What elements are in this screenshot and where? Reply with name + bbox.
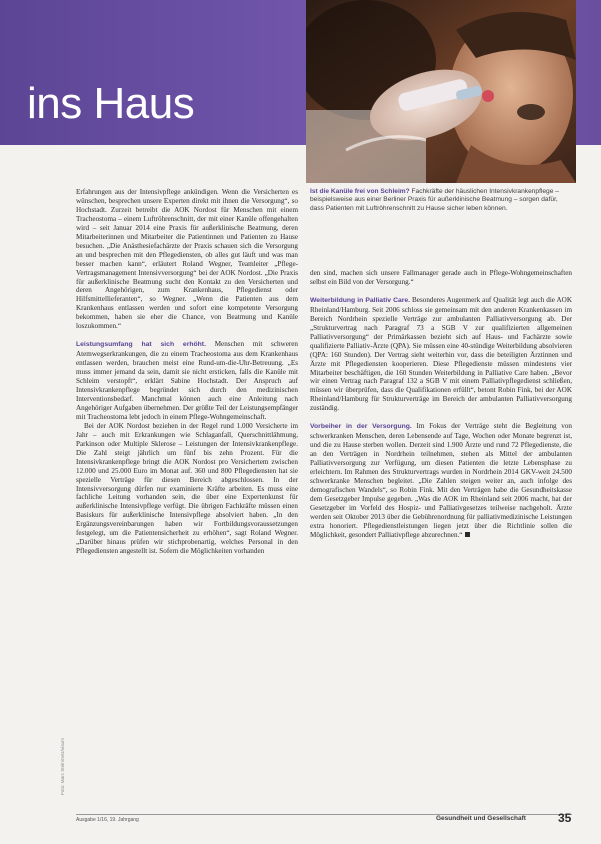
body-paragraph — [310, 422, 572, 539]
page-title: ins Haus — [27, 79, 195, 128]
body-text: Im Fokus der Verträge steht die Begleitung von schwerkranken Menschen, deren Lebensende auf Tage, Wochen oder Monate begrenzt ist, und die zu Hause sterben wollen. Derzeit sind 1.900 Ärzte und rund 72 Pflegedienste, die an den Verträgen in Nordrhein teilnehmen, stehen als Mittel der ambulanten Palliativversorgung zur Verfügung, um diesen Patienten die letzte Lebensphase zu erleichtern. Im Rahmen des Strukturvertrags wurden in Nordrhein 2014 GKV-weit 24.500 schwerkranke Menschen begleitet. „Die Zahlen steigen weiter an, auch infolge des demografischen Wandels“, so Robin Fink. Mit den Verträgen habe die Gesundheitskasse dem Gesetzgeber Impulse gegeben. „Was die AOK im Rheinland seit 2006 macht, hat der Gesetzgeber im Vorfeld des Hospiz- und Palliativgesetzes teilweise nachgeholt. Ärzte werden seit Oktober 2013 über die Gebührenordnung für palliativmedizinische Leistungen extra honoriert. Pflegedienstleistungen liegen jetzt über die Richtlinie sollen die Möglichkeit, gesondert Palliativpflege abzurechnen.“ — [310, 422, 572, 539]
page-number: 35 — [558, 811, 572, 825]
article-column-right — [310, 269, 572, 540]
issue-info: Ausgabe 1/16, 19. Jahrgang — [76, 817, 139, 823]
photo-credit: Foto: Marc Steinmetz/visum — [60, 738, 65, 795]
magazine-name: Gesundheit und Gesellschaft — [436, 815, 526, 822]
paragraph-gap — [310, 287, 572, 296]
end-mark-icon — [465, 532, 470, 537]
body-paragraph — [310, 296, 572, 413]
photo-caption-lead: Ist die Kanüle frei von Schleim? — [310, 188, 410, 195]
body-paragraph — [76, 340, 298, 422]
photo-illustration — [306, 0, 576, 183]
article-column-left — [76, 188, 298, 556]
body-text: Menschen mit schweren Atemwegserkrankungen, die zu einem Tracheostoma aus dem Krankenhaus entlassen werden, brauchen meist eine Rund-um-die-Uhr-Betreuung. „Es muss immer jemand da sein, damit sie nicht ersticken, falls die Kanüle mit Schleim verstopft“, erklärt Sabine Hochstadt. Der Anspruch auf Intensivkrankenpflege begründet sich durch den medizinischen Interventionsbedarf. Manchmal können auch eine Anleitung nach Angehöriger Aufgaben übernehmen. Der größte Teil der Leistungsempfänger mit Tracheostoma lebt jedoch in einem Pflege-Wohngemeinschaft. — [76, 340, 298, 421]
photo-caption — [310, 188, 572, 213]
section-subheading: Leistungsumfang hat sich erhöht. — [76, 341, 206, 349]
patient-nurse-photo — [306, 0, 576, 183]
paragraph-gap — [76, 331, 298, 340]
photo-caption-text: Fachkräfte der häuslichen Intensivkrankenpflege – beispielsweise aus einer Berliner Praxis für außerklinische Beatmung – sorgen dafür, dass Patienten mit Luftröhrenschnitt zu Hause sicher leben können. — [310, 188, 559, 212]
body-paragraph: Bei der AOK Nordost beziehen in der Regel rund 1.000 Versicherte im Jahr – auch mit Erkrankungen wie Schlaganfall, Querschnittlähmung, Parkinson oder Multiple Sklerose – Leistungen der Intensivkrankenpflege. Die Zahl steigt jährlich um fünf bis zehn Prozent. Für die Intensivkrankenpflege bringt die AOK Nordost pro Versichertem zwischen 12.000 und 25.000 Euro im Monat auf. 360 und 800 Pflegediensten hat sie spezielle Verträge für diesen Bereich abgeschlossen. In der Intensivversorgung dürfen nur examinierte Kräfte arbeiten. Es muss eine fachliche Leitung vorhanden sein, die über eine Expertenkunst für außerklinische Intensivpflege verfügt. Die übrigen Fachkräfte müssen einen Basiskurs für außerklinische Intensivpflege absolviert haben. „In den Ergänzungsvereinbarungen haben wir Fortbildungsvoraussetzungen festgelegt, um die Patientensicherheit zu erhöhen“, sagt Roland Wegner. „Darüber hinaus prüfen wir stichprobenartig, welches Personal in den Pflegediensten angestellt ist. Sofern die Möglichkeiten vorhanden — [76, 421, 298, 556]
body-text: Besonderes Augenmerk auf Qualität legt auch die AOK Rheinland/Hamburg. Seit 2006 schloss sie gemeinsam mit den anderen Krankenkassen im Bereich Nordrhein spezielle Verträge zur ambulanten Palliativversorgung ab. Der „Strukturvertrag nach Paragraf 73 a SGB V zur qualifizierten allgemeinen Palliativversorgung“ der Primärkassen bezieht sich auf Haus- und Fachärzte sowie qualifizierte Palliativ-Ärzte (QPA). Sie müssen eine 40-stündige Weiterbildung absolvieren (QPA: 160 Stunden). Der Vertrag sieht weiterhin vor, dass die beteiligten Ärztinnen und Ärzte mit Pflegediensten kooperieren. Diese Pflegedienste müssen mindestens vier Mitarbeiter beschäftigen, die 160 Stunden Weiterbildung in Palliative Care haben. „Bevor wir einen Vertrag nach Paragraf 132 a SGB V mit einem Palliativpflegedienst schließen, müssen wir überprüfen, dass die Qualifikationen erfüllt“, betont Robin Fink, bei der AOK Rheinland/Hamburg für Strukturverträge im Bereich der ambulanten Palliativversorgung zuständig. — [310, 295, 572, 413]
body-paragraph: den sind, machen sich unsere Fallmanager gerade auch in Pflege-Wohngemeinschaften selbst ein Bild von der Versorgung.“ — [310, 269, 572, 286]
section-subheading: Weiterbildung in Palliativ Care. — [310, 296, 411, 304]
paragraph-gap — [310, 413, 572, 422]
section-subheading: Vorbeiher in der Versorgung. — [310, 423, 412, 431]
body-paragraph: Erfahrungen aus der Intensivpflege ankündigen. Wenn die Versicherten es wünschen, besprechen unsere Experten direkt mit ihnen die Versorgung“, so Hochstadt. Zurzeit betreibt die AOK Nordost für Menschen mit einem Tracheostoma – einem Luftröhrenschnitt, der mit einer Kanüle offengehalten wird – seit Januar 2014 eine Praxis für außerklinische Beatmung, deren Mitarbeiterinnen und Mitarbeiter die Patientinnen und Patienten zu Hause besuchen. „Die Anästhesiefachärzte der Praxis schauen sich die Versorgung an und besprechen mit den Pflegediensten, ob alles gut läuft und was man besser machen kann“, erläutert Roland Wegner, Teamleiter „Pflege-Vertragsmanagement Intensivversorgung“ bei der AOK Nordost. „Die Praxis für außerklinische Beatmung sucht den Kontakt zu den Versicherten und deren Angehörigen, zum Krankenhaus, Pflegedienst oder Hilfsmittellieferanten“, so Wegner. „Wenn die Patienten aus dem Krankenhaus entlassen werden und sofort eine kompetente Versorgung bekommen, haben sie eher die Chance, von Beatmung und Kanüle loszukommen.“ — [76, 188, 298, 331]
